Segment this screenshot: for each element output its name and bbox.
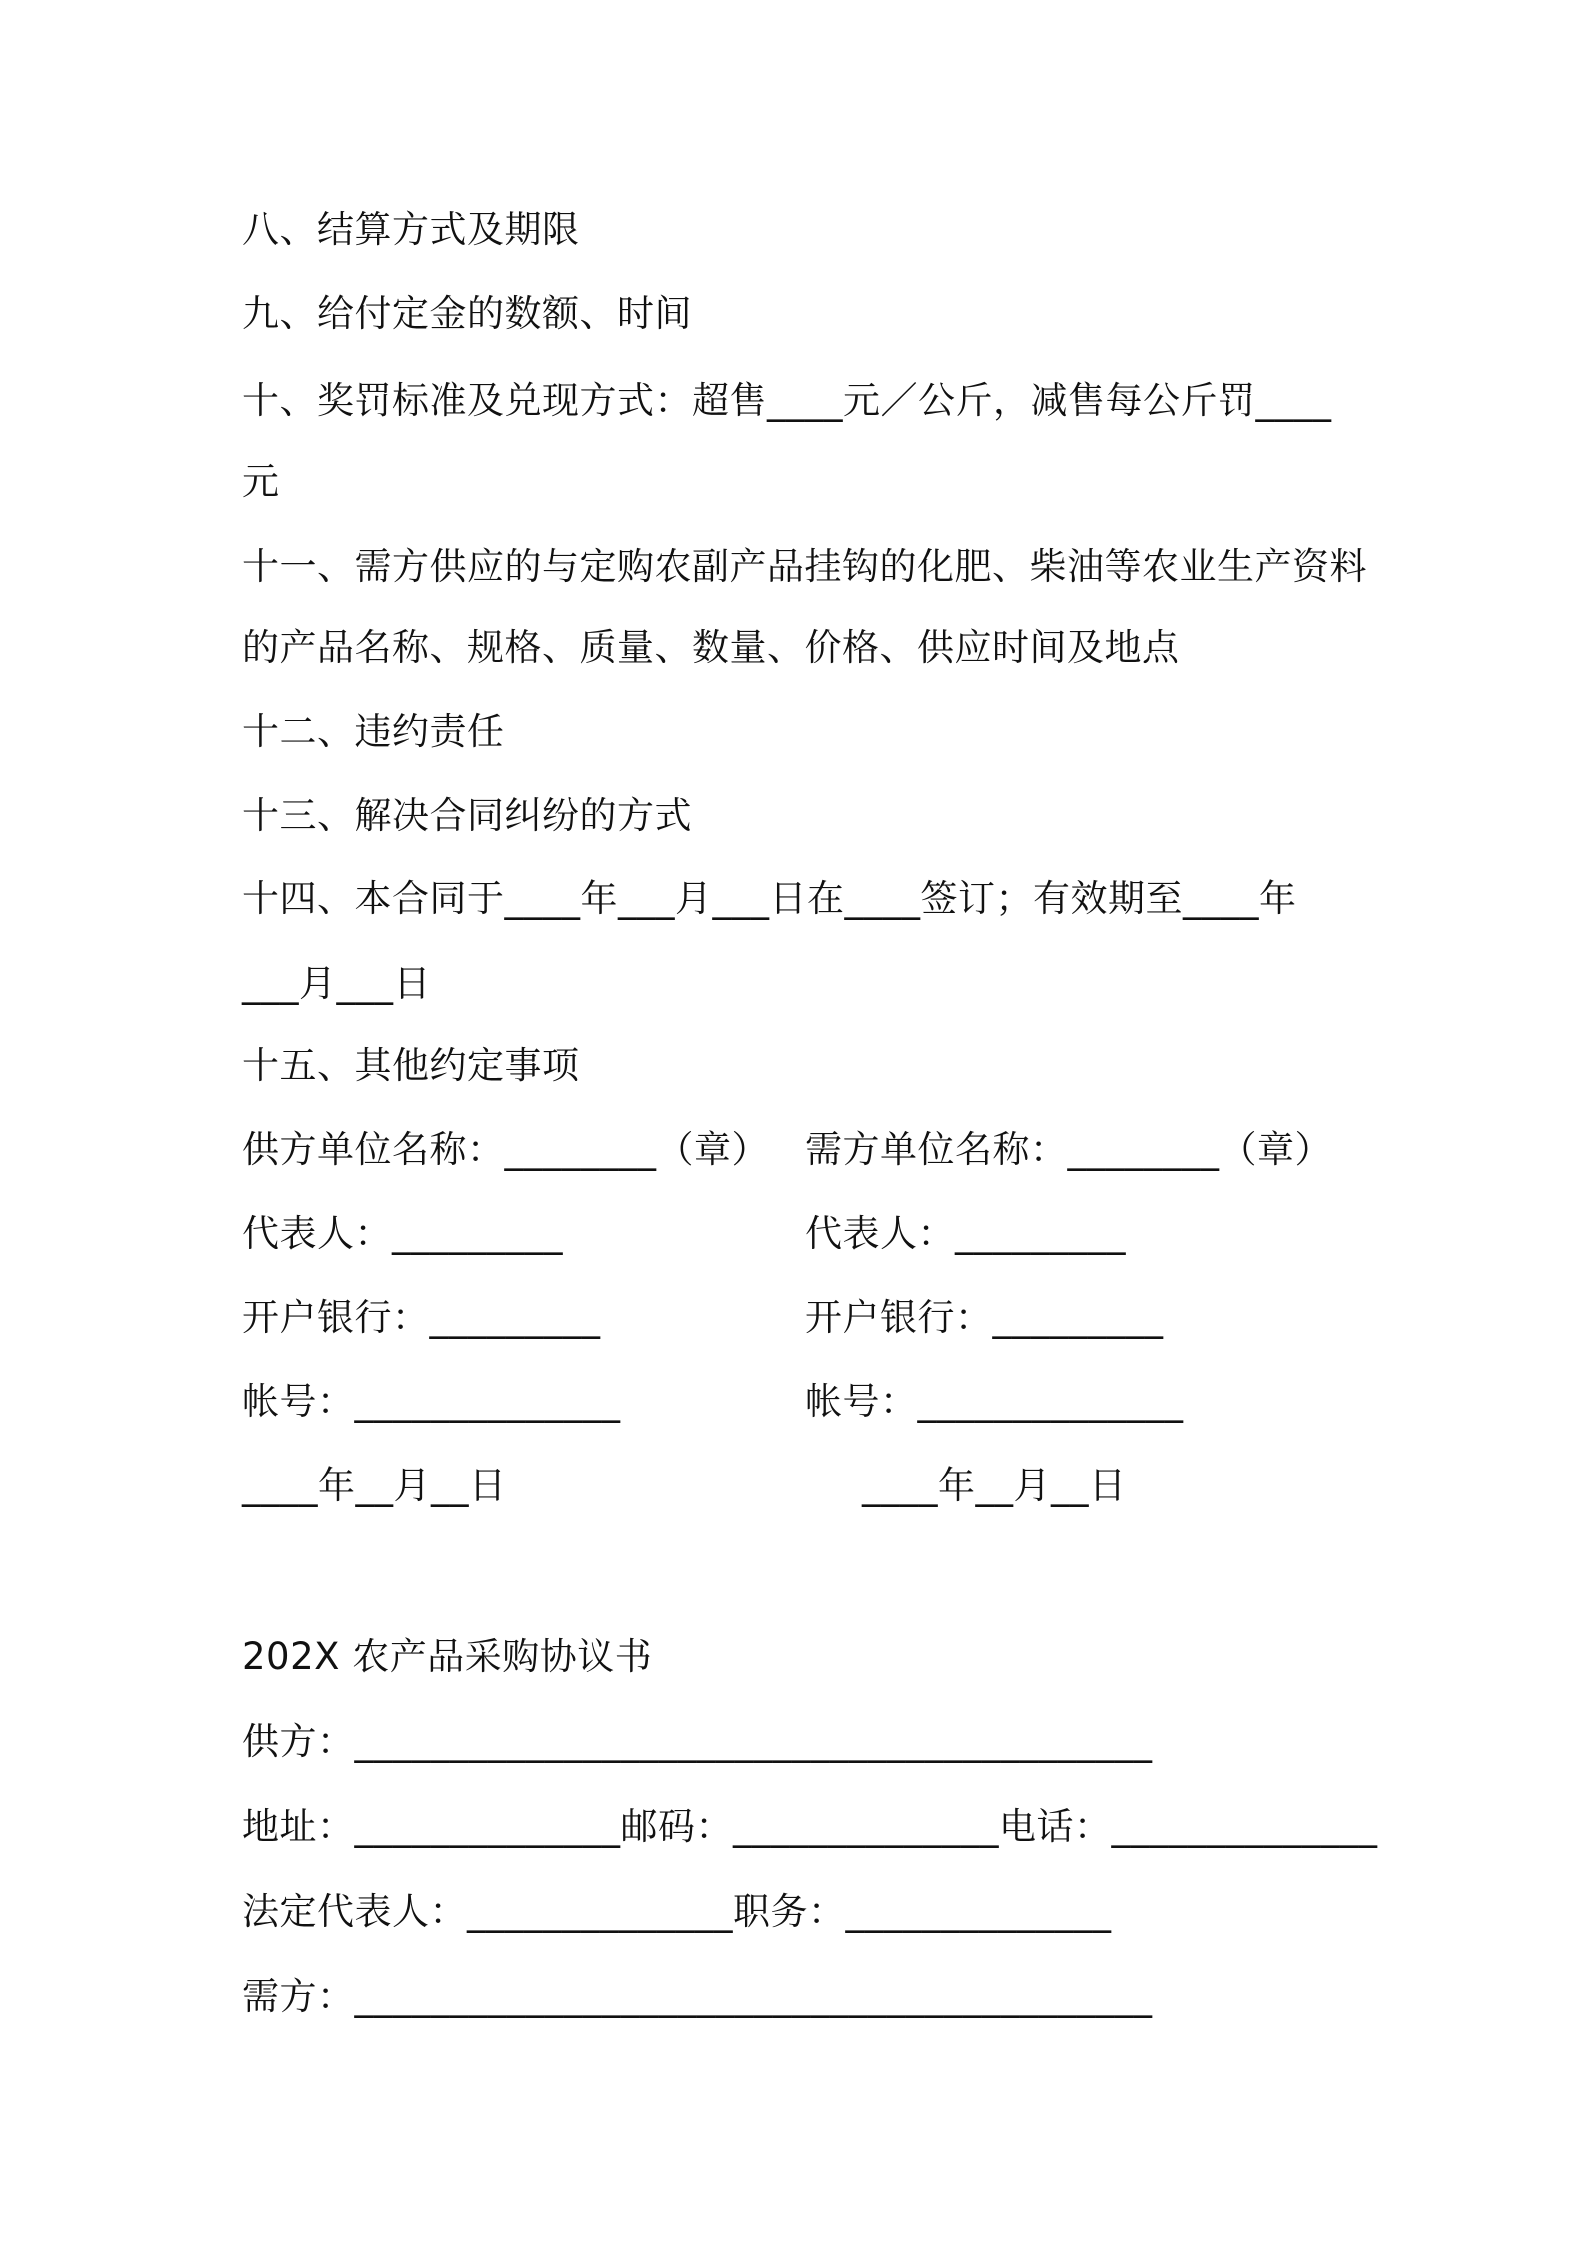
clause-10: 十、奖罚标准及兑现方式：超售____元／公斤，减售每公斤罚____ [242,379,1332,422]
clause-8: 八、结算方式及期限 [242,208,580,251]
clause-11-continued: 的产品名称、规格、质量、数量、价格、供应时间及地点 [242,626,1180,669]
supplier-date: ____年__月__日 [242,1464,507,1507]
clause-11: 十一、需方供应的与定购农副产品挂钩的化肥、柴油等农业生产资料 [242,545,1367,588]
agreement-buyer: 需方：__________________________________________ [242,1975,1153,2018]
supplier-unit-name: 供方单位名称：________（章） [242,1128,769,1171]
clause-12: 十二、违约责任 [242,710,505,753]
clause-9: 九、给付定金的数额、时间 [242,292,692,335]
clause-15: 十五、其他约定事项 [242,1044,580,1087]
buyer-account: 帐号：______________ [805,1380,1184,1423]
agreement-legal-rep-row: 法定代表人：______________职务：______________ [242,1890,1112,1933]
clause-10-continued: 元 [242,460,280,503]
clause-14-continued: ___月___日 [242,962,431,1005]
agreement-supplier: 供方：__________________________________________ [242,1720,1153,1763]
supplier-account: 帐号：______________ [242,1380,621,1423]
buyer-representative: 代表人：_________ [805,1212,1126,1255]
agreement-title: 202X 农产品采购协议书 [242,1635,653,1678]
buyer-bank: 开户银行：_________ [805,1296,1164,1339]
supplier-bank: 开户银行：_________ [242,1296,601,1339]
supplier-representative: 代表人：_________ [242,1212,563,1255]
buyer-date: ____年__月__日 [862,1464,1127,1507]
clause-14: 十四、本合同于____年___月___日在____签订；有效期至____年 [242,877,1297,920]
buyer-unit-name: 需方单位名称：________（章） [805,1128,1332,1171]
clause-13: 十三、解决合同纠纷的方式 [242,794,692,837]
agreement-address-row: 地址：______________邮码：______________电话：______________ [242,1805,1378,1848]
